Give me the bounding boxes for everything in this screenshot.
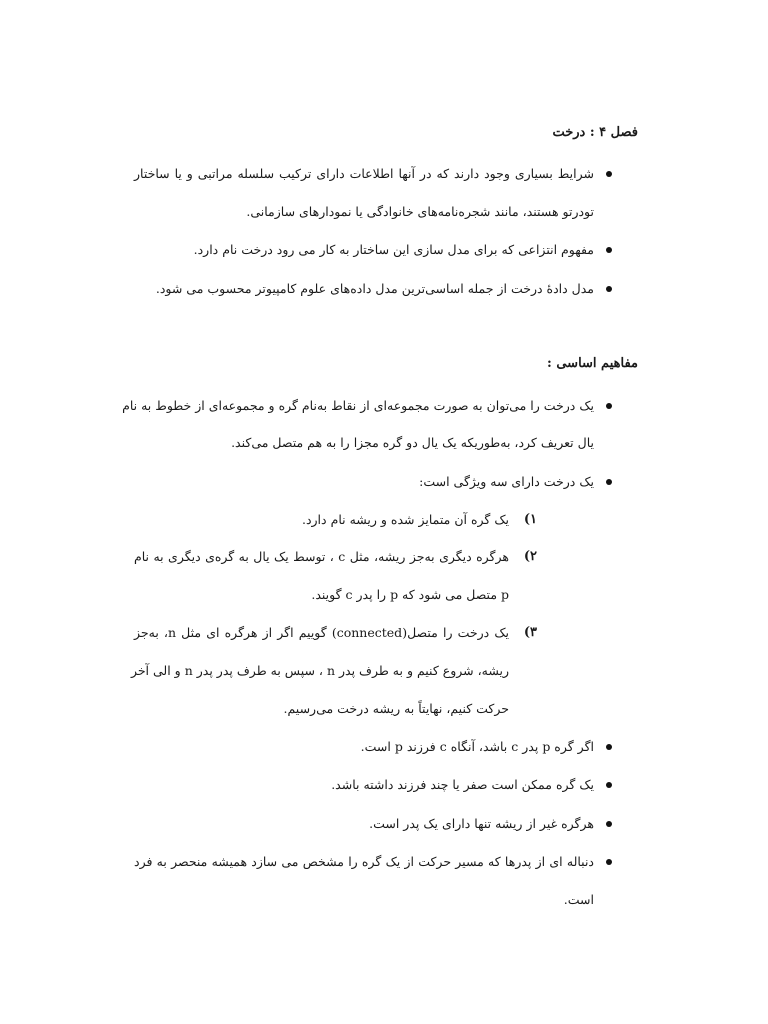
paragraph-line: یک درخت دارای سه ویژگی است: [419, 474, 594, 489]
bullet-icon [606, 286, 612, 292]
bullet-icon [606, 821, 612, 827]
paragraph-line: مدل دادهٔ درخت از جمله اساسی‌ترین مدل داده‌های علوم کامپیوتر محسوب می شود. [155, 281, 594, 296]
bullet-icon [606, 171, 612, 177]
paragraph-line: هرگره غیر از ریشه تنها دارای یک پدر است. [369, 816, 594, 831]
paragraph-line: یک گره ممکن است صفر یا چند فرزند داشته باشد. [331, 777, 594, 792]
bullet-icon [606, 782, 612, 788]
list-number: ۳) [523, 625, 537, 640]
paragraph-line: یال تعریف کرد، به‌طوریکه یک یال دو گره مجزا را به هم متصل می‌کند. [231, 435, 594, 450]
paragraph-line: یک درخت را متصل(connected) گوییم اگر از هرگره ای مثل n، به‌جز [134, 625, 510, 640]
bullet-icon [606, 247, 612, 253]
section-title-trees: فصل ۴ : درخت [552, 125, 638, 140]
bullet-icon [606, 479, 612, 485]
paragraph-line: حرکت کنیم، نهایتاً به ریشه درخت می‌رسیم. [283, 701, 509, 716]
paragraph-line: ریشه، شروع کنیم و به طرف پدر n ، سپس به طرف پدر پدر n و الی آخر [130, 663, 509, 678]
paragraph-line: یک درخت را می‌توان به صورت مجموعه‌ای از نقاط به‌نام گره و مجموعه‌ای از خطوط به نام [122, 398, 594, 413]
list-number: ۱) [523, 512, 537, 527]
bullet-icon [606, 744, 612, 750]
bullet-icon [606, 859, 612, 865]
list-number: ۲) [523, 549, 537, 564]
paragraph-line: هرگره دیگری به‌جز ریشه، مثل c ، توسط یک یال به گره‌ی دیگری به نام [134, 549, 509, 564]
paragraph-line: تودرتو هستند، مانند شجره‌نامه‌های خانوادگی یا نمودارهای سازمانی. [246, 204, 594, 219]
paragraph-line: یک گره آن متمایز شده و ریشه نام دارد. [301, 512, 509, 527]
section-title-basic-concepts: مفاهیم اساسی : [547, 356, 638, 371]
paragraph-line: شرایط بسیاری وجود دارند که در آنها اطلاعات دارای ترکیب سلسله مراتبی و یا ساختار [134, 166, 594, 181]
paragraph-line: اگر گره p پدر c باشد، آنگاه c فرزند p است. [360, 739, 594, 754]
paragraph-line: p متصل می شود که p را پدر c گویند. [311, 587, 509, 602]
bullet-icon [606, 403, 612, 409]
paragraph-line: دنباله ای از پدرها که مسیر حرکت از یک گره را مشخص می سازد همیشه منحصر به فرد [134, 854, 594, 869]
paragraph-line: است. [563, 892, 594, 907]
paragraph-line: مفهوم انتزاعی که برای مدل سازی این ساختار به کار می رود درخت نام دارد. [193, 242, 594, 257]
